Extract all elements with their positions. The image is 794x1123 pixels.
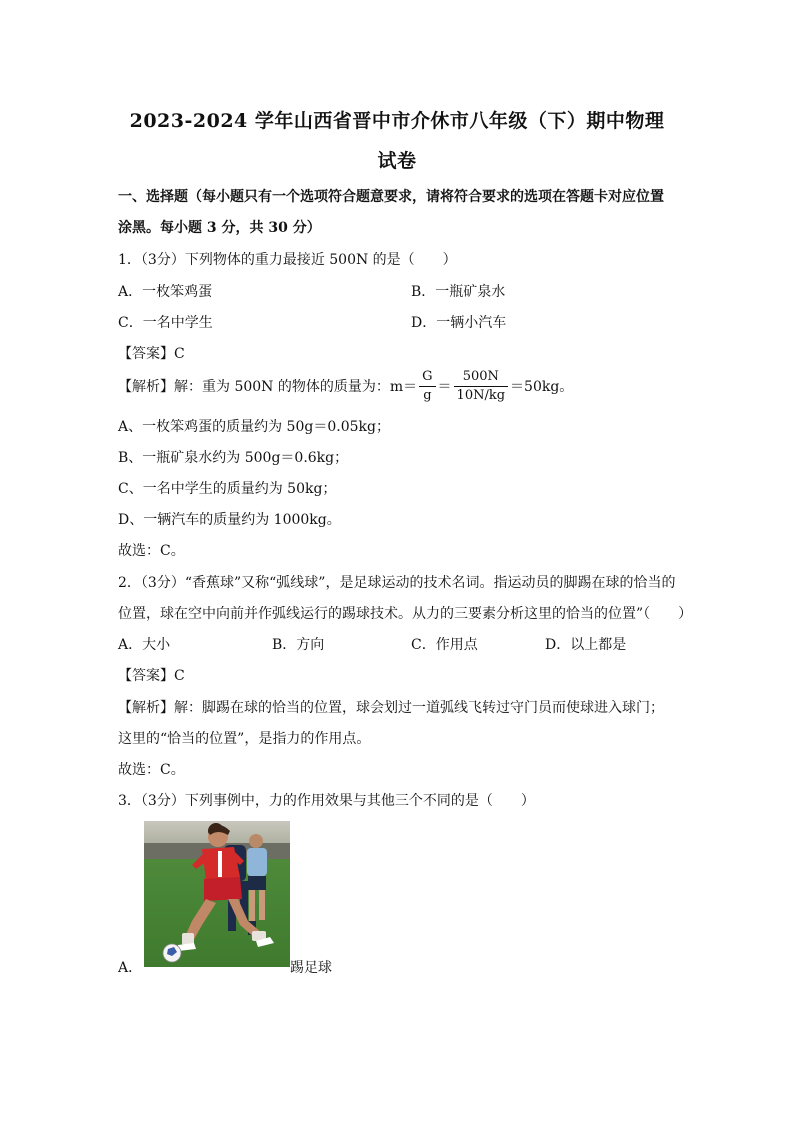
- q2-answer: 【答案】C: [118, 668, 185, 684]
- fraction-numerator: G: [419, 368, 435, 387]
- q2-stem-line1: 2．（3分）“香蕉球”又称“弧线球”，是足球运动的技术名词。指运动员的脚踢在球的恰当的: [118, 575, 676, 591]
- page-title-line2: 试卷: [377, 150, 417, 172]
- q1-analysis-prefix: 【解析】解：重为 500N 的物体的质量为：m＝: [118, 379, 418, 395]
- page-title-line1: 2023-2024 学年山西省晋中市介休市八年级（下）期中物理: [129, 110, 665, 132]
- q2-conclusion: 故选：C。: [118, 762, 185, 778]
- q1-option-d: D．一辆小汽车: [411, 315, 507, 331]
- q1-conclusion: 故选：C。: [118, 543, 185, 559]
- q1-stem: 1．（3分）下列物体的重力最接近 500N 的是（ ）: [118, 252, 457, 268]
- q3-option-a-text: 踢足球: [290, 960, 332, 976]
- q2-option-c: C．作用点: [411, 637, 478, 653]
- q2-option-d: D．以上都是: [545, 637, 627, 653]
- q1-analysis-line-d: D、一辆汽车的质量约为 1000kg。: [118, 512, 341, 528]
- fraction-denominator: 10N/kg: [456, 387, 506, 403]
- q1-analysis-suffix: ＝50kg。: [510, 379, 574, 395]
- equals-sign: ＝: [437, 379, 452, 395]
- q2-analysis-line1: 【解析】解：脚踢在球的恰当的位置，球会划过一道弧线飞转过守门员而使球进入球门；: [118, 700, 664, 716]
- q3-option-a-label: A．: [118, 960, 143, 976]
- q1-option-b: B．一瓶矿泉水: [411, 284, 506, 300]
- section-heading-line1: 一、选择题（每小题只有一个选项符合题意要求，请将符合要求的选项在答题卡对应位置: [118, 189, 664, 205]
- q1-option-a: A．一枚笨鸡蛋: [118, 284, 213, 300]
- q3-stem: 3．（3分）下列事例中，力的作用效果与其他三个不同的是（ ）: [118, 793, 535, 809]
- fraction-500n-over-10nkg: [454, 368, 509, 405]
- soccer-photo: [144, 821, 290, 967]
- q1-analysis-formula: [118, 366, 573, 406]
- q2-analysis-line2: 这里的“恰当的位置”，是指力的作用点。: [118, 731, 371, 747]
- fraction-denominator: g: [423, 387, 432, 403]
- q1-answer: 【答案】C: [118, 346, 185, 362]
- q1-analysis-line-b: B、一瓶矿泉水约为 500g＝0.6kg；: [118, 450, 349, 466]
- q1-option-c: C．一名中学生: [118, 315, 213, 331]
- q2-option-a: A．大小: [118, 637, 171, 653]
- q1-analysis-line-c: C、一名中学生的质量约为 50kg；: [118, 481, 337, 497]
- q2-stem-line2: 位置，球在空中向前并作弧线运行的踢球技术。从力的三要素分析这里的恰当的位置”（ ）: [118, 606, 693, 622]
- soccer-players-illustration: [144, 821, 290, 967]
- section-heading-line2: 涂黑。每小题 3 分，共 30 分）: [118, 220, 321, 236]
- q1-analysis-line-a: A、一枚笨鸡蛋的质量约为 50g＝0.05kg；: [118, 419, 390, 435]
- fraction-numerator: 500N: [454, 368, 509, 387]
- fraction-g-over-g: [419, 368, 435, 405]
- q2-option-b: B．方向: [272, 637, 325, 653]
